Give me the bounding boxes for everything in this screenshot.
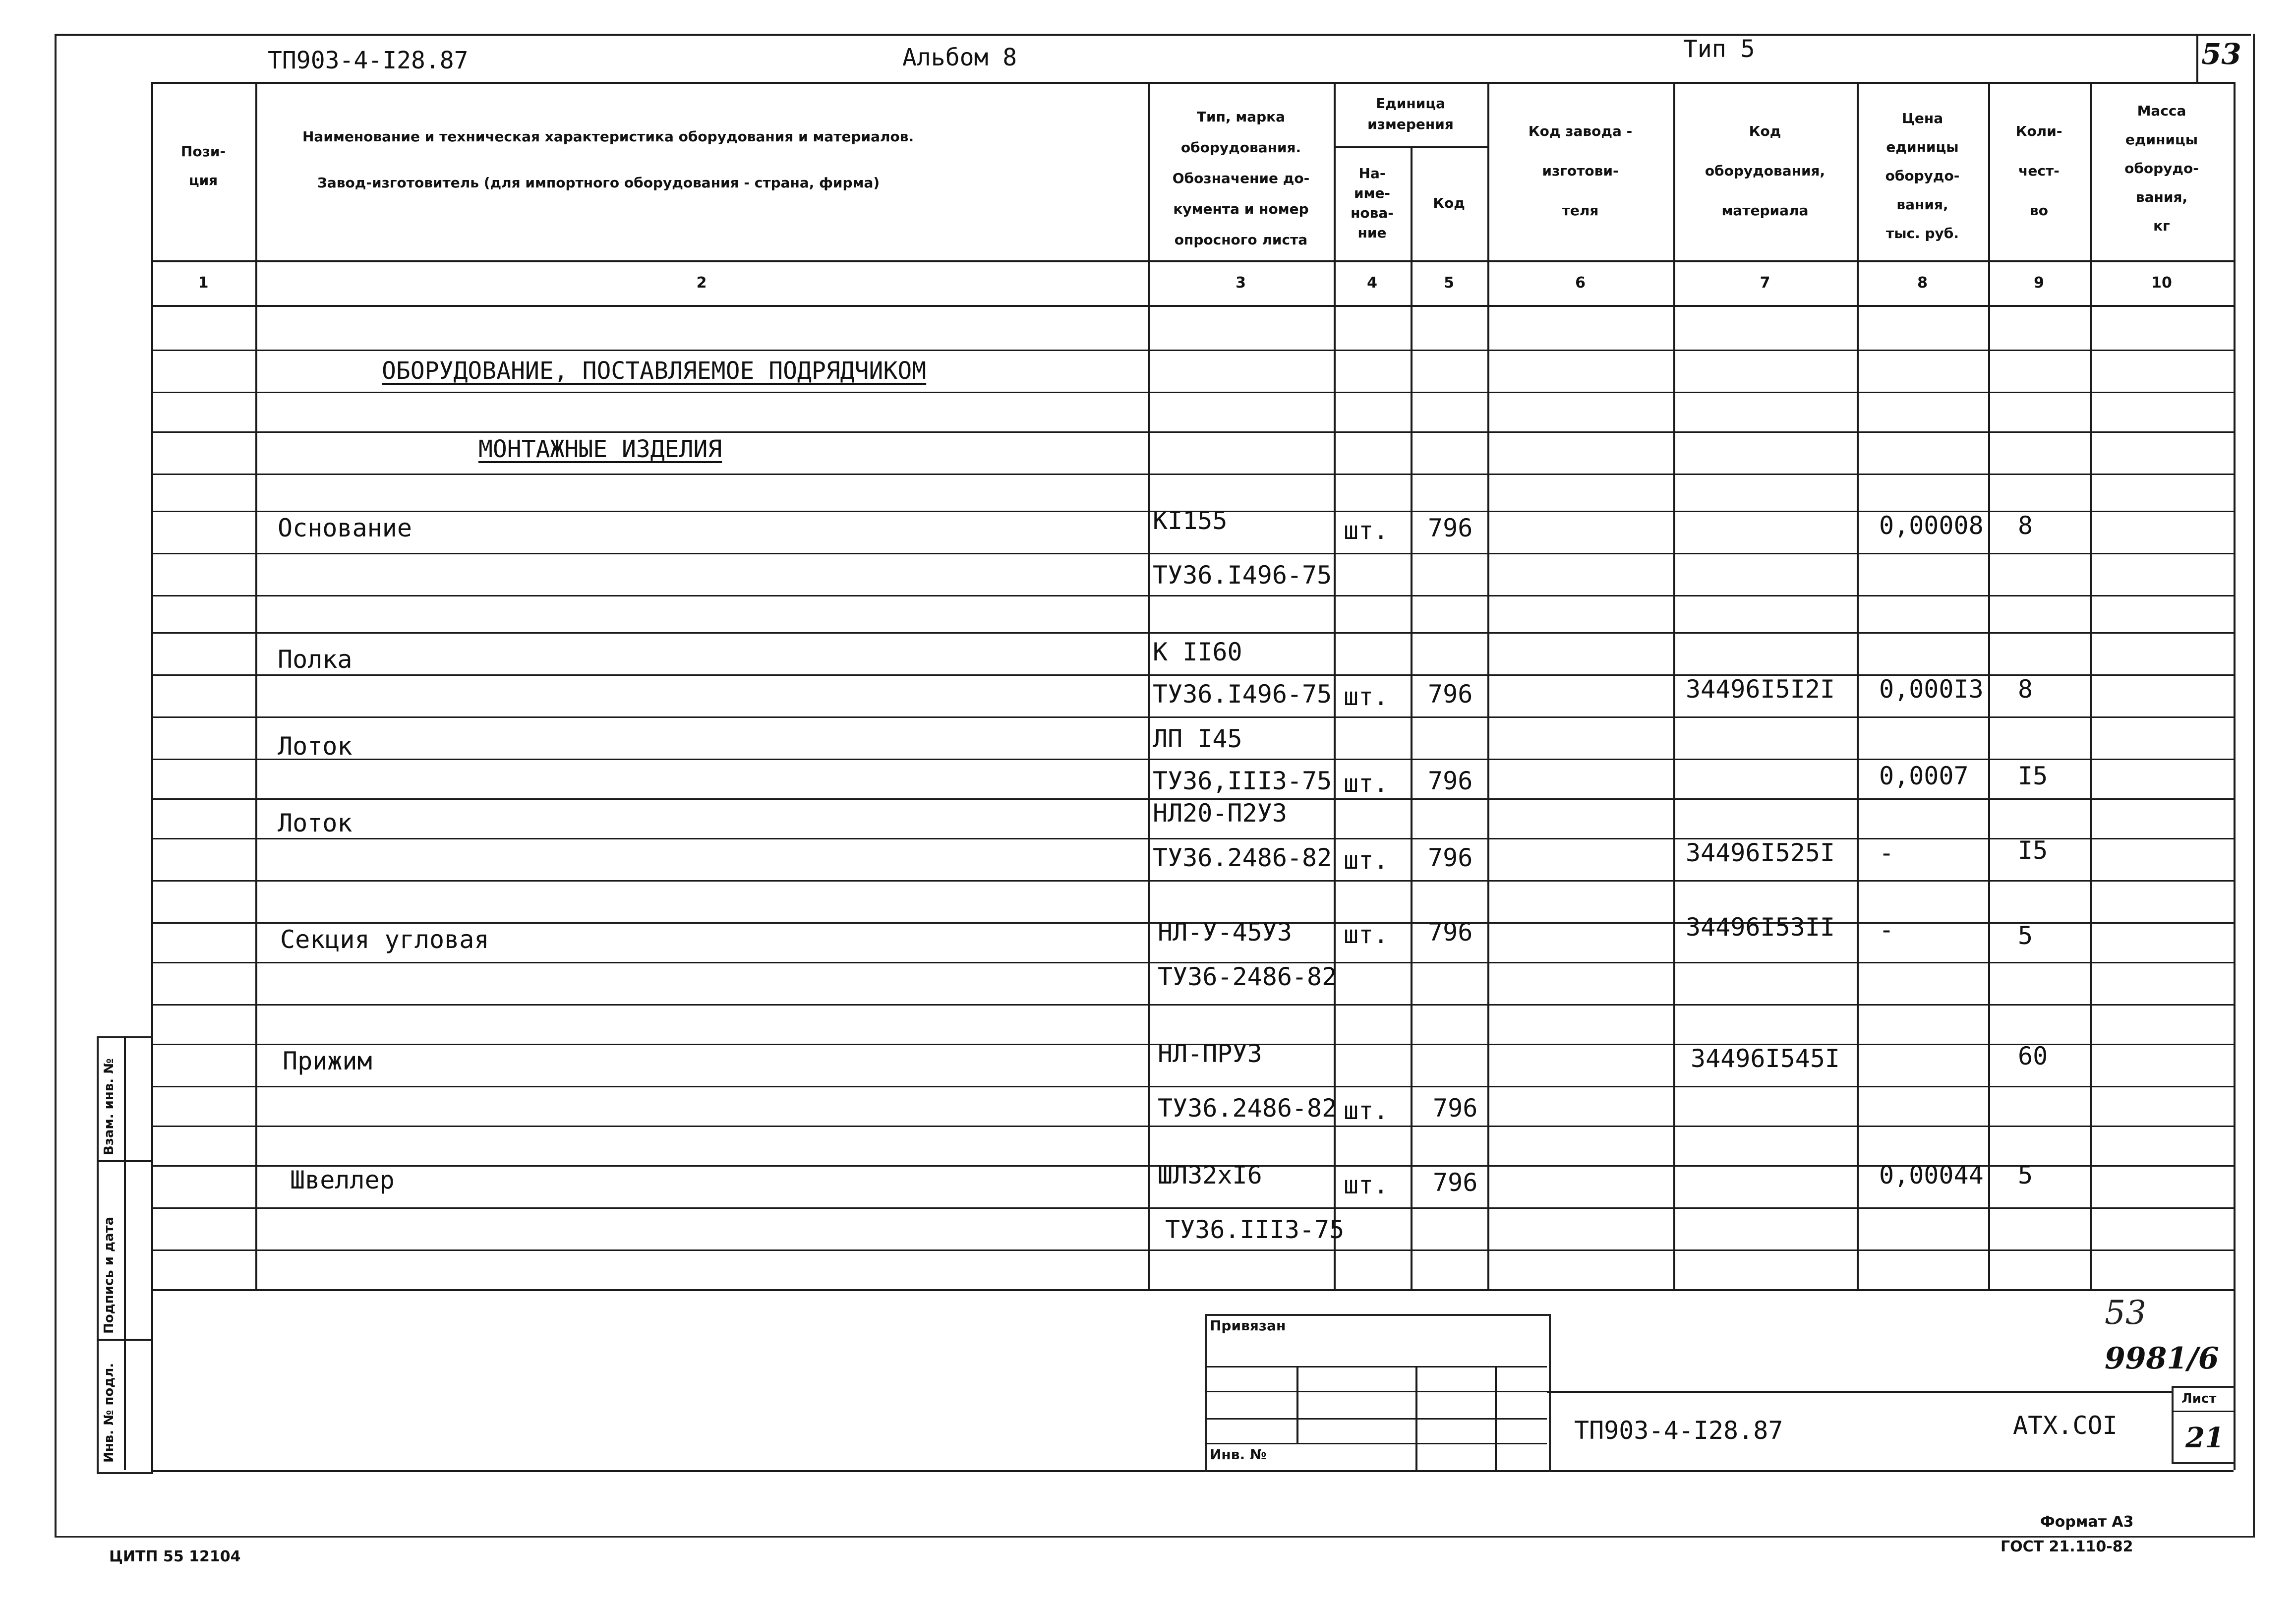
item-doc: ТУ36,III3-75 [1153, 767, 1332, 795]
header-unit-code: Код [1433, 195, 1465, 211]
header-price: Цена единицы оборудо- вания, тыс. руб. [1885, 110, 1960, 241]
header-unit-group: Единица измерения [1367, 95, 1454, 132]
item-material-code: 34496I545I [1691, 1044, 1840, 1073]
header-mass: Масса единицы оборудо- вания, кг [2124, 103, 2199, 234]
side-stamp-replaced-inv: Взам. инв. № [102, 1058, 117, 1155]
item-type-mark: НЛ-ПРУ3 [1158, 1039, 1262, 1068]
header-name-line1: Наименование и техническая характеристика оборудования и материалов. [302, 128, 914, 145]
item-unit: шт. [1344, 846, 1389, 875]
header-name-line2: Завод-изготовитель (для импортного оборудования - страна, фирма) [317, 175, 880, 191]
item-type-mark: ЛП I45 [1153, 724, 1242, 753]
col-num-8: 8 [1917, 274, 1928, 292]
item-type-mark: КI155 [1153, 506, 1228, 535]
item-qty: 60 [2018, 1042, 2048, 1070]
col-num-10: 10 [2151, 274, 2172, 292]
item-unit-code: 796 [1433, 1094, 1478, 1123]
footer-left-code: ЦИТП 55 12104 [109, 1548, 241, 1565]
item-unit: шт. [1344, 1171, 1389, 1199]
header-manufacturer-code: Код завода - изготови- теля [1528, 123, 1633, 219]
col-num-7: 7 [1760, 274, 1770, 292]
item-unit: шт. [1344, 769, 1389, 798]
header-quantity: Коли- чест- во [2015, 123, 2062, 219]
title-doc-code: ТП903-4-I28.87 [1574, 1416, 1783, 1445]
item-doc: ТУ36.I496-75 [1153, 561, 1332, 590]
col-num-2: 2 [696, 274, 707, 292]
bound-label: Привязан [1210, 1317, 1286, 1334]
item-unit: шт. [1344, 920, 1389, 949]
item-qty: I5 [2018, 836, 2048, 865]
header-unit-name: На- име- нова- ние [1351, 165, 1394, 241]
item-unit-code: 796 [1433, 1168, 1478, 1197]
item-unit-code: 796 [1428, 767, 1473, 795]
item-name: Лоток [278, 809, 353, 837]
hand-archive-number: 9981/6 [2105, 1341, 2219, 1376]
item-qty: 8 [2018, 675, 2033, 704]
item-type-mark: К II60 [1153, 638, 1242, 666]
hand-page-number: 53 [2105, 1294, 2146, 1332]
col-num-5: 5 [1444, 274, 1454, 292]
item-doc: ТУ36.I496-75 [1153, 680, 1332, 709]
item-unit: шт. [1344, 682, 1389, 711]
item-unit-code: 796 [1428, 843, 1473, 872]
sheet-number: 21 [2185, 1422, 2224, 1454]
page-number-hand: 53 [2201, 37, 2241, 71]
side-stamp-original-inv: Инв. № подл. [102, 1363, 117, 1463]
col-num-1: 1 [198, 274, 209, 292]
item-doc: ТУ36.III3-75 [1165, 1215, 1345, 1244]
item-doc: ТУ36.2486-82 [1158, 1094, 1337, 1123]
item-unit-code: 796 [1428, 680, 1473, 709]
item-qty: 5 [2018, 921, 2033, 950]
item-price: 0,00044 [1879, 1161, 1984, 1189]
item-type-mark: НЛ20-П2У3 [1153, 799, 1287, 828]
item-qty: 8 [2018, 511, 2033, 540]
col-num-6: 6 [1575, 274, 1586, 292]
item-name: Прижим [283, 1047, 372, 1075]
doc-code-top: ТП903-4-I28.87 [268, 47, 469, 74]
album-label: Альбом 8 [902, 44, 1017, 71]
header-material-code: Код оборудования, материала [1705, 123, 1825, 219]
item-material-code: 34496I53II [1686, 913, 1835, 942]
item-price: 0,0007 [1879, 762, 1969, 790]
item-name: Основание [278, 514, 412, 542]
item-name: Полка [278, 645, 353, 674]
item-qty: 5 [2018, 1161, 2033, 1189]
item-name: Секция угловая [280, 925, 489, 954]
footer-format: Формат А3 [2040, 1513, 2134, 1531]
drawing-code: АТХ.СОI [2013, 1411, 2118, 1440]
col-num-3: 3 [1236, 274, 1246, 292]
item-unit-code: 796 [1428, 514, 1473, 542]
side-stamp-signature-date: Подпись и дата [102, 1216, 117, 1334]
item-unit-code: 796 [1428, 918, 1473, 947]
item-price: - [1879, 915, 1894, 944]
item-unit: шт. [1344, 516, 1389, 545]
item-price: - [1879, 838, 1894, 867]
item-price: 0,000I3 [1879, 675, 1984, 704]
item-material-code: 34496I5I2I [1686, 675, 1835, 704]
item-name: Швеллер [290, 1166, 395, 1194]
top-border [55, 34, 2251, 36]
item-unit: шт. [1344, 1096, 1389, 1125]
item-doc: ТУ36.2486-82 [1153, 843, 1332, 872]
item-type-mark: НЛ-У-45У3 [1158, 918, 1292, 947]
col-num-9: 9 [2034, 274, 2044, 292]
item-doc: ТУ36-2486-82 [1158, 962, 1337, 991]
sheet-label: Лист [2181, 1391, 2217, 1406]
item-price: 0,00008 [1879, 511, 1984, 540]
header-type-mark: Тип, марка оборудования. Обозначение до- кумента и номер опросного листа [1172, 109, 1310, 248]
type-label: Тип 5 [1683, 35, 1755, 63]
footer-gost: ГОСТ 21.110-82 [2001, 1538, 2133, 1555]
item-name: Лоток [278, 732, 353, 761]
item-type-mark: ШЛ32хI6 [1158, 1161, 1262, 1189]
item-qty: I5 [2018, 762, 2048, 790]
col-num-4: 4 [1367, 274, 1377, 292]
inv-label: Инв. № [1210, 1446, 1267, 1463]
section-title-contractor: ОБОРУДОВАНИЕ, ПОСТАВЛЯЕМОЕ ПОДРЯДЧИКОМ [382, 357, 927, 385]
section-title-mounting: МОНТАЖНЫЕ ИЗДЕЛИЯ [478, 435, 722, 463]
header-position: Пози- ция [180, 143, 226, 188]
item-material-code: 34496I525I [1686, 838, 1835, 867]
